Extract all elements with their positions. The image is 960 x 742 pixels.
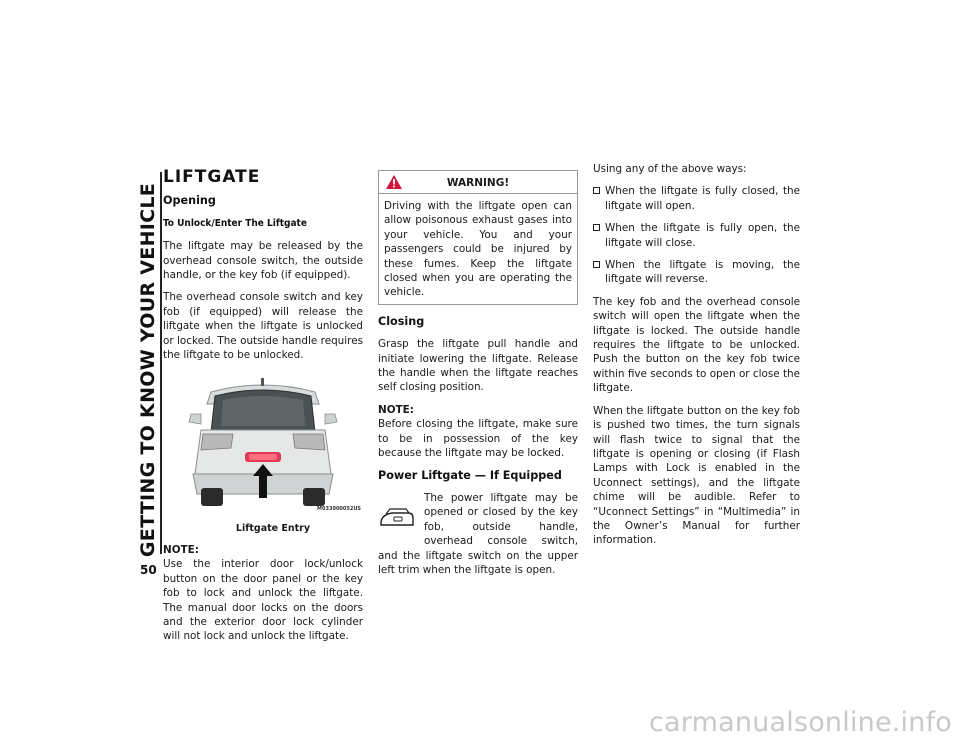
opening-paragraph-2: The overhead console switch and key fob (if equipped) will release the liftgate when the liftgate is unlocked or locked. The outside handle requires the liftgate to be unlocked.	[163, 291, 363, 362]
opening-paragraph-1: The liftgate may be released by the overhead console switch, the outside handle, or the key fob (if equipped).	[163, 240, 363, 282]
warning-header	[379, 171, 577, 194]
column-1	[163, 167, 363, 652]
list-item-text: When the liftgate is moving, the liftgate will reverse.	[605, 259, 800, 286]
figure-caption: Liftgate Entry	[235, 523, 311, 535]
list-item-text: When the liftgate is fully closed, the liftgate will open.	[605, 185, 800, 212]
page-number: 50	[140, 563, 157, 577]
note-2	[378, 403, 578, 461]
keyfob-paragraph: The key fob and the overhead console switch will open the liftgate when the liftgate is locked. The outside handle requires the liftgate to be unlocked. Push the button on the key fob twice within five seconds to open or close the liftgate.	[593, 295, 801, 395]
watermark: carmanualsonline.info	[649, 707, 952, 738]
vehicle-rear-illustration	[163, 370, 363, 520]
checkbox-bullet-icon	[593, 261, 600, 268]
note-label: NOTE:	[378, 403, 414, 416]
figure-code: M033000052US	[317, 506, 361, 513]
list-item	[593, 258, 800, 287]
opening-heading: Opening	[163, 194, 216, 208]
side-section-title-text: GETTING TO KNOW YOUR VEHICLE	[137, 182, 159, 558]
note-label: NOTE:	[163, 543, 199, 556]
note-1	[163, 543, 363, 644]
note-text: Use the interior door lock/unlock button on the door panel or the key fob to lock and unlock the liftgate. The manual door locks on the doors and the exterior door lock cylinder will not lock and unlock the liftgate.	[163, 558, 363, 643]
liftgate-entry-figure	[163, 370, 363, 520]
checkbox-bullet-icon	[593, 224, 600, 231]
turn-signal-paragraph: When the liftgate button on the key fob is pushed two times, the turn signals will flash twice to signal that the liftgate is opening or closing (if Flash Lamps with Lock is enabled in the Uconnect settings), and the liftgate chime will be audible. Refer to “Uconnect Settings” in “Multimedia” in the Owner’s Manual for further information.	[593, 404, 800, 547]
note-text: Before closing the liftgate, make sure to be in possession of the key because the liftgate may be locked.	[378, 418, 578, 460]
section-title: LIFTGATE	[163, 167, 261, 187]
power-liftgate-text: The power liftgate may be opened or closed by the key fob, outside handle, overhead console switch, and the liftgate switch on the upper left trim when the liftgate is open.	[378, 491, 578, 576]
power-liftgate-heading: Power Liftgate — If Equipped	[378, 468, 562, 482]
list-item	[593, 221, 800, 250]
warning-text: Driving with the liftgate open can allow poisonous exhaust gases into your vehicle. You and your passengers could be injured by these fumes. Keep the liftgate closed when you are operating the vehicle.	[384, 200, 572, 299]
behavior-list	[593, 184, 800, 286]
list-item	[593, 184, 800, 213]
warning-label: WARNING!	[446, 177, 510, 189]
intro-line: Using any of the above ways:	[593, 163, 747, 175]
checkbox-bullet-icon	[593, 187, 600, 194]
closing-heading: Closing	[378, 314, 425, 328]
unlock-heading: To Unlock/Enter The Liftgate	[163, 217, 307, 229]
side-divider	[160, 172, 162, 554]
liftgate-key-fob-icon	[378, 497, 416, 535]
column-2	[378, 170, 578, 577]
closing-paragraph: Grasp the liftgate pull handle and initiate lowering the liftgate. Release the handle when the liftgate reaches self closing position.	[378, 338, 578, 394]
side-section-title	[134, 180, 162, 560]
warning-box	[378, 170, 578, 305]
column-3	[593, 162, 800, 556]
power-liftgate-paragraph	[378, 491, 578, 577]
list-item-text: When the liftgate is fully open, the liftgate will close.	[605, 222, 800, 249]
